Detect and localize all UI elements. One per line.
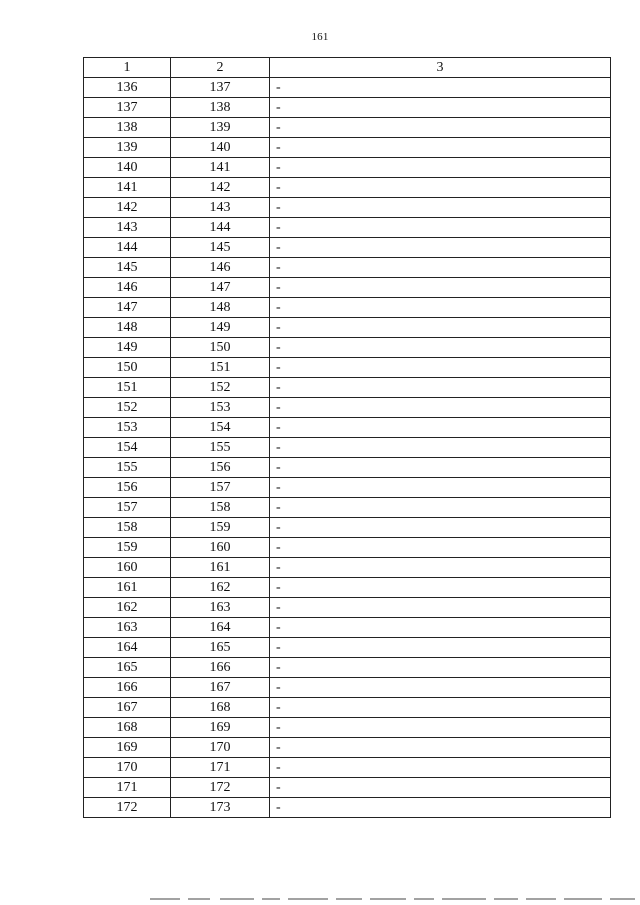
cell-col-3: - <box>270 458 611 478</box>
cell-col-3: - <box>270 318 611 338</box>
cell-col-3: - <box>270 378 611 398</box>
cell-col-3: - <box>270 798 611 818</box>
cell-col-2: 167 <box>171 678 270 698</box>
table-row <box>84 778 611 798</box>
cell-col-2: 142 <box>171 178 270 198</box>
cell-col-1: 154 <box>84 438 171 458</box>
cell-col-1: 142 <box>84 198 171 218</box>
cell-col-2: 149 <box>171 318 270 338</box>
table-row <box>84 538 611 558</box>
cell-col-1: 150 <box>84 358 171 378</box>
table-row <box>84 798 611 818</box>
cell-col-1: 149 <box>84 338 171 358</box>
cell-col-3: - <box>270 418 611 438</box>
cell-col-3: - <box>270 118 611 138</box>
cell-col-2: 168 <box>171 698 270 718</box>
table-row <box>84 378 611 398</box>
cell-col-1: 157 <box>84 498 171 518</box>
cell-col-2: 140 <box>171 138 270 158</box>
cell-col-2: 156 <box>171 458 270 478</box>
scan-artifact <box>150 894 635 905</box>
cell-col-2: 139 <box>171 118 270 138</box>
table-row <box>84 158 611 178</box>
table-row <box>84 238 611 258</box>
cell-col-3: - <box>270 638 611 658</box>
table-row <box>84 138 611 158</box>
cell-col-3: - <box>270 98 611 118</box>
cell-col-3: - <box>270 558 611 578</box>
cell-col-3: - <box>270 538 611 558</box>
table-row <box>84 618 611 638</box>
cell-col-3: - <box>270 518 611 538</box>
table-row <box>84 278 611 298</box>
cell-col-1: 136 <box>84 78 171 98</box>
cell-col-1: 165 <box>84 658 171 678</box>
cell-col-1: 168 <box>84 718 171 738</box>
cell-col-2: 157 <box>171 478 270 498</box>
cell-col-3: - <box>270 498 611 518</box>
cell-col-2: 138 <box>171 98 270 118</box>
cell-col-1: 137 <box>84 98 171 118</box>
column-header-2: 2 <box>171 58 270 78</box>
table-row <box>84 678 611 698</box>
cell-col-2: 161 <box>171 558 270 578</box>
cell-col-2: 148 <box>171 298 270 318</box>
cell-col-2: 153 <box>171 398 270 418</box>
cell-col-3: - <box>270 738 611 758</box>
cell-col-1: 162 <box>84 598 171 618</box>
table-row <box>84 518 611 538</box>
cell-col-1: 148 <box>84 318 171 338</box>
table-row <box>84 658 611 678</box>
table-row <box>84 438 611 458</box>
cell-col-3: - <box>270 718 611 738</box>
cell-col-3: - <box>270 698 611 718</box>
cell-col-2: 159 <box>171 518 270 538</box>
column-header-3: 3 <box>270 58 611 78</box>
cell-col-1: 144 <box>84 238 171 258</box>
cell-col-1: 159 <box>84 538 171 558</box>
cell-col-1: 139 <box>84 138 171 158</box>
cell-col-1: 160 <box>84 558 171 578</box>
cell-col-2: 137 <box>171 78 270 98</box>
cell-col-3: - <box>270 758 611 778</box>
cell-col-1: 169 <box>84 738 171 758</box>
table-row <box>84 638 611 658</box>
table-row <box>84 758 611 778</box>
cell-col-1: 147 <box>84 298 171 318</box>
cell-col-2: 158 <box>171 498 270 518</box>
cell-col-3: - <box>270 78 611 98</box>
table-row <box>84 98 611 118</box>
cell-col-1: 153 <box>84 418 171 438</box>
table-row <box>84 178 611 198</box>
table-body <box>84 78 611 818</box>
table-row <box>84 358 611 378</box>
cell-col-1: 171 <box>84 778 171 798</box>
cell-col-2: 143 <box>171 198 270 218</box>
cell-col-1: 170 <box>84 758 171 778</box>
cell-col-2: 162 <box>171 578 270 598</box>
cell-col-1: 155 <box>84 458 171 478</box>
cell-col-3: - <box>270 618 611 638</box>
table-row <box>84 198 611 218</box>
cell-col-1: 151 <box>84 378 171 398</box>
cell-col-2: 146 <box>171 258 270 278</box>
table-row <box>84 718 611 738</box>
table-row <box>84 118 611 138</box>
table-row <box>84 398 611 418</box>
cell-col-2: 164 <box>171 618 270 638</box>
cell-col-3: - <box>270 478 611 498</box>
cell-col-3: - <box>270 658 611 678</box>
cell-col-2: 150 <box>171 338 270 358</box>
cell-col-3: - <box>270 398 611 418</box>
cell-col-1: 146 <box>84 278 171 298</box>
cell-col-1: 158 <box>84 518 171 538</box>
cell-col-1: 138 <box>84 118 171 138</box>
table-header-row <box>84 58 611 78</box>
cell-col-1: 143 <box>84 218 171 238</box>
column-header-1: 1 <box>84 58 171 78</box>
cell-col-2: 147 <box>171 278 270 298</box>
cell-col-1: 152 <box>84 398 171 418</box>
cell-col-2: 173 <box>171 798 270 818</box>
cell-col-1: 141 <box>84 178 171 198</box>
cell-col-2: 160 <box>171 538 270 558</box>
cell-col-1: 164 <box>84 638 171 658</box>
cell-col-1: 161 <box>84 578 171 598</box>
cell-col-3: - <box>270 178 611 198</box>
cell-col-3: - <box>270 218 611 238</box>
cell-col-2: 170 <box>171 738 270 758</box>
table-row <box>84 318 611 338</box>
table-row <box>84 78 611 98</box>
table-row <box>84 578 611 598</box>
cell-col-2: 144 <box>171 218 270 238</box>
cell-col-3: - <box>270 278 611 298</box>
cell-col-2: 166 <box>171 658 270 678</box>
table-row <box>84 298 611 318</box>
cell-col-2: 172 <box>171 778 270 798</box>
cell-col-1: 166 <box>84 678 171 698</box>
cell-col-2: 141 <box>171 158 270 178</box>
cell-col-3: - <box>270 258 611 278</box>
table-row <box>84 218 611 238</box>
cell-col-3: - <box>270 778 611 798</box>
cell-col-1: 156 <box>84 478 171 498</box>
cell-col-3: - <box>270 678 611 698</box>
table-row <box>84 498 611 518</box>
table-row <box>84 598 611 618</box>
data-table <box>83 57 611 818</box>
cell-col-2: 169 <box>171 718 270 738</box>
cell-col-2: 163 <box>171 598 270 618</box>
cell-col-2: 154 <box>171 418 270 438</box>
cell-col-1: 172 <box>84 798 171 818</box>
table-row <box>84 258 611 278</box>
cell-col-3: - <box>270 298 611 318</box>
cell-col-3: - <box>270 578 611 598</box>
table-row <box>84 418 611 438</box>
cell-col-2: 145 <box>171 238 270 258</box>
table-row <box>84 558 611 578</box>
table-row <box>84 698 611 718</box>
table-row <box>84 338 611 358</box>
cell-col-1: 163 <box>84 618 171 638</box>
cell-col-3: - <box>270 438 611 458</box>
cell-col-2: 152 <box>171 378 270 398</box>
cell-col-3: - <box>270 158 611 178</box>
cell-col-1: 140 <box>84 158 171 178</box>
table-header <box>84 58 611 78</box>
cell-col-1: 167 <box>84 698 171 718</box>
cell-col-2: 171 <box>171 758 270 778</box>
cell-col-3: - <box>270 598 611 618</box>
cell-col-3: - <box>270 238 611 258</box>
cell-col-2: 165 <box>171 638 270 658</box>
cell-col-2: 151 <box>171 358 270 378</box>
cell-col-1: 145 <box>84 258 171 278</box>
cell-col-3: - <box>270 138 611 158</box>
cell-col-2: 155 <box>171 438 270 458</box>
cell-col-3: - <box>270 358 611 378</box>
table-row <box>84 458 611 478</box>
page-number: 161 <box>311 31 329 43</box>
table-row <box>84 478 611 498</box>
cell-col-3: - <box>270 198 611 218</box>
table-row <box>84 738 611 758</box>
cell-col-3: - <box>270 338 611 358</box>
